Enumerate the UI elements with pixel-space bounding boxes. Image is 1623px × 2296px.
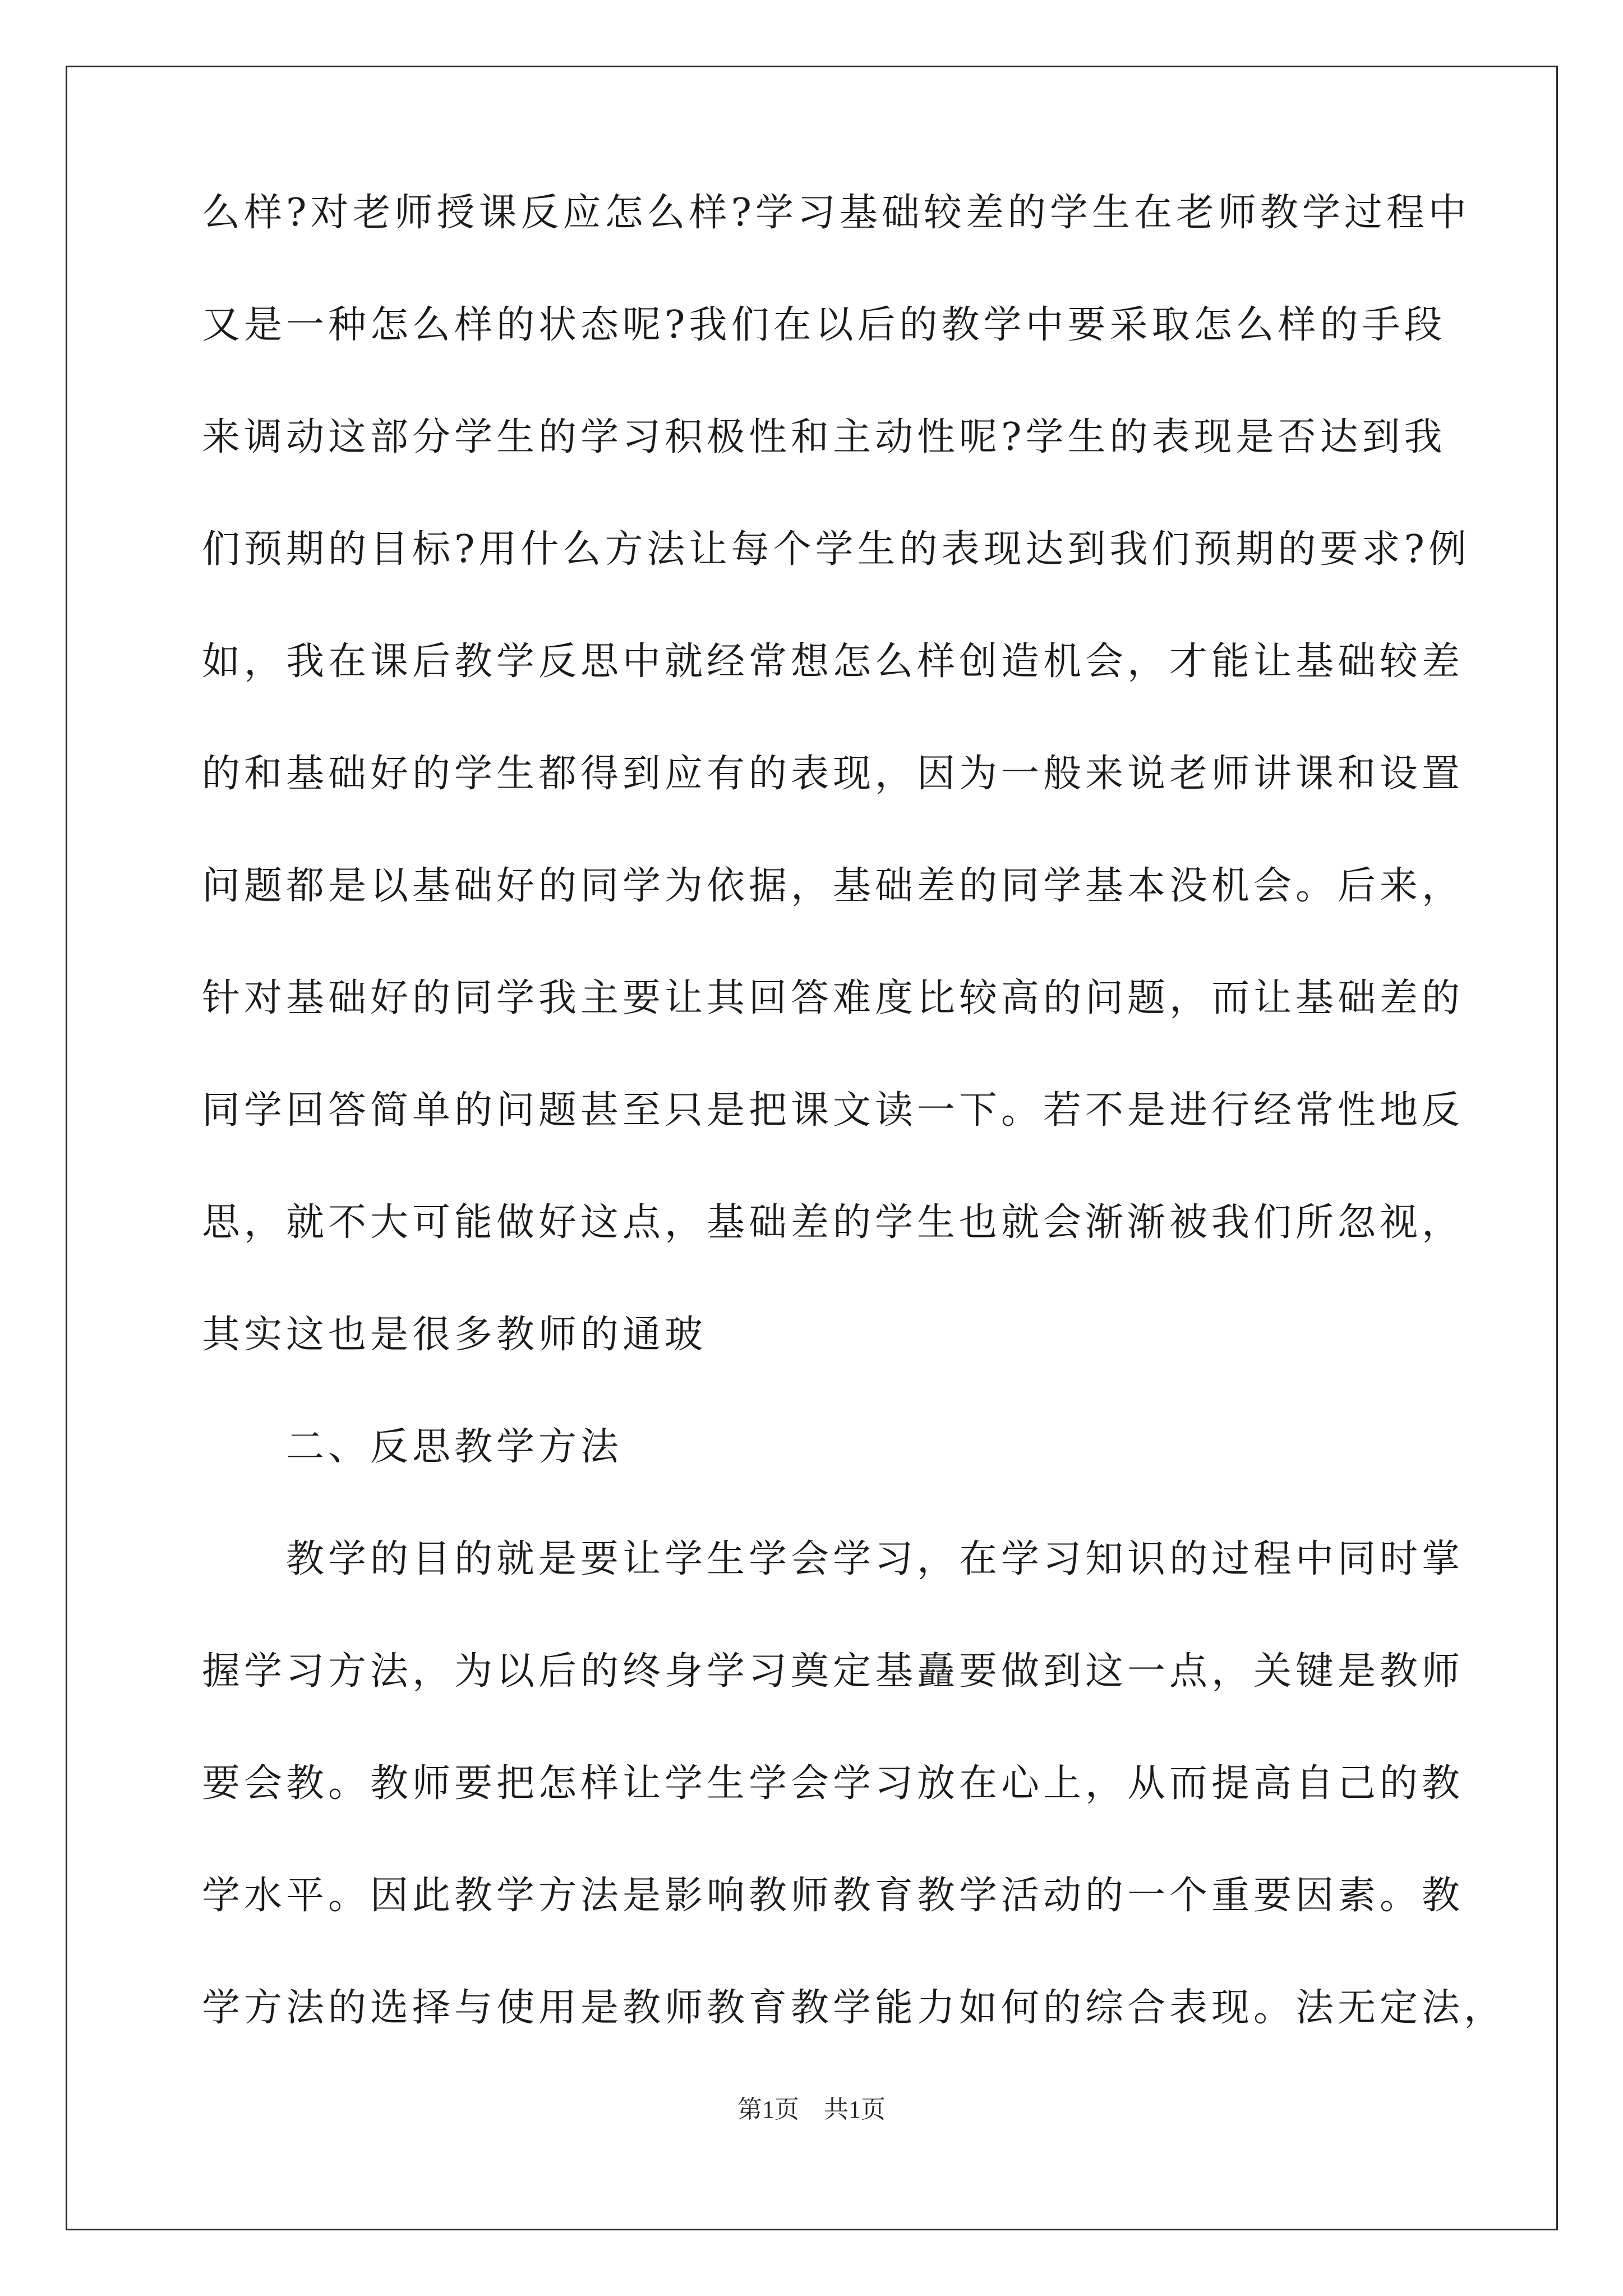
text-line: 针对基础好的同学我主要让其回答难度比较高的问题，而让基础差的 [202, 976, 1464, 1020]
text-line: 同学回答简单的问题甚至只是把课文读一下。若不是进行经常性地反 [202, 1088, 1464, 1133]
text-line: 的和基础好的学生都得到应有的表现，因为一般来说老师讲课和设置 [202, 752, 1464, 796]
text-line: 又是一种怎么样的状态呢?我们在以后的教学中要采取怎么样的手段 [202, 303, 1446, 347]
text-line: 思，就不大可能做好这点，基础差的学生也就会渐渐被我们所忽视， [202, 1200, 1464, 1245]
text-line: 学方法的选择与使用是教师教育教学能力如何的综合表现。法无定法， [202, 1986, 1506, 2030]
text-line: 握学习方法，为以后的终身学习奠定基矗要做到这一点，关键是教师 [202, 1649, 1464, 1694]
text-line: 问题都是以基础好的同学为依据，基础差的同学基本没机会。后来， [202, 864, 1464, 908]
text-line: 其实这也是很多教师的通玻 [202, 1313, 707, 1357]
text-line: 要会教。教师要把怎样让学生学会学习放在心上，从而提高自己的教 [202, 1761, 1464, 1806]
text-line: 教学的目的就是要让学生学会学习，在学习知识的过程中同时掌 [202, 1537, 1464, 1581]
text-line: 来调动这部分学生的学习积极性和主动性呢?学生的表现是否达到我 [202, 415, 1446, 459]
page-footer: 第1页 共1页 [737, 2096, 886, 2123]
text-line: 们预期的目标?用什么方法让每个学生的表现达到我们预期的要求?例 [202, 527, 1470, 572]
section-heading: 二、反思教学方法 [202, 1425, 623, 1469]
text-line: 学水平。因此教学方法是影响教师教育教学活动的一个重要因素。教 [202, 1874, 1464, 1918]
text-line: 么样?对老师授课反应怎么样?学习基础较差的学生在老师教学过程中 [202, 191, 1470, 235]
text-line: 如，我在课后教学反思中就经常想怎么样创造机会，才能让基础较差 [202, 639, 1464, 684]
